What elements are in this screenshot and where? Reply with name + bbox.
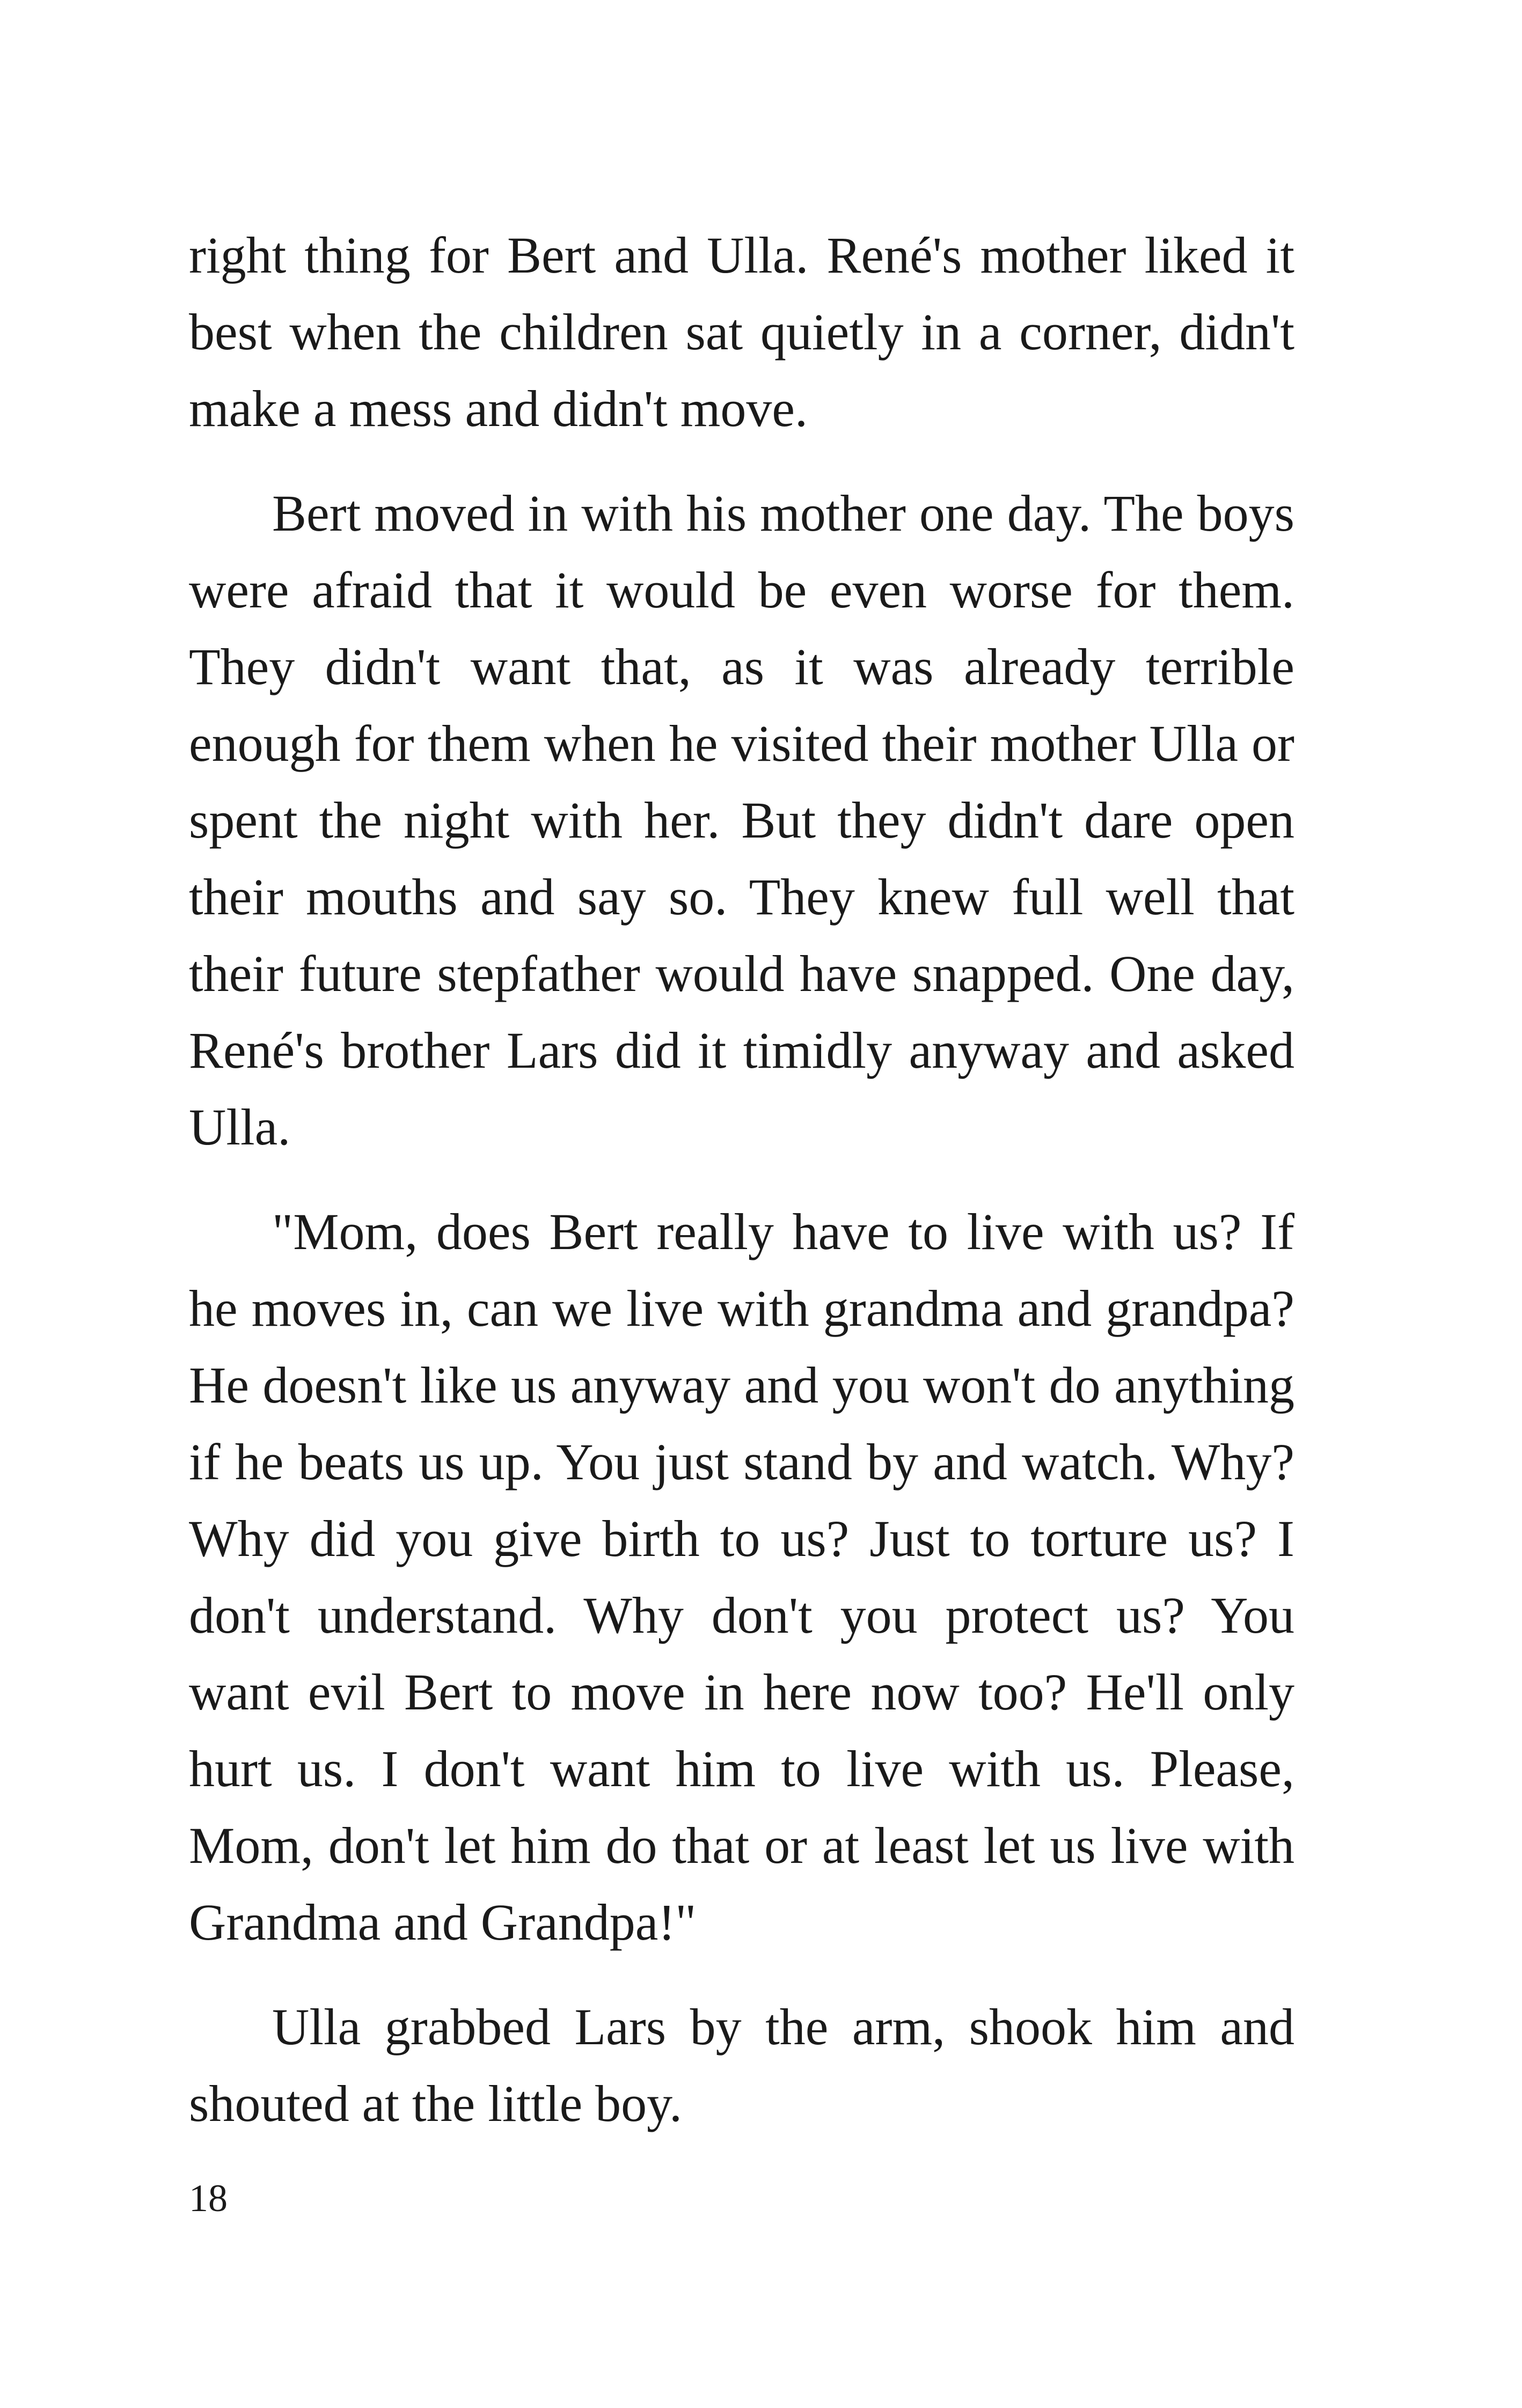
paragraph-1: right thing for Bert and Ulla. René's mother liked it best when the children sat quietly in a corner, didn't make a mess and didn't move. [189,226,1294,437]
page-number: 18 [189,2177,228,2220]
body-text [189,217,1294,2170]
paragraph-4: Ulla grabbed Lars by the arm, shook him and shouted at the little boy. [189,1998,1294,2132]
paragraph-3: "Mom, does Bert really have to live with us? If he moves in, can we live with grandma and grandpa? He doesn't like us anyway and you won't do anything if he beats us up. You just stand by and watch. Why? Why did you give birth to us? Just to torture us? I don't understand. Why don't you protect us? You want evil Bert to move in here now too? He'll only hurt us. I don't want him to live with us. Please, Mom, don't let him do that or at least let us live with Grandma and Grandpa!" [189,1203,1294,1951]
paragraph-2: Bert moved in with his mother one day. The boys were afraid that it would be even worse for them. They didn't want that, as it was already terrible enough for them when he visited their mother Ulla or spent the night with her. But they didn't dare open their mouths and say so. They knew full well that their future stepfather would have snapped. One day, René's brother Lars did it timidly anyway and asked Ulla. [189,484,1294,1156]
